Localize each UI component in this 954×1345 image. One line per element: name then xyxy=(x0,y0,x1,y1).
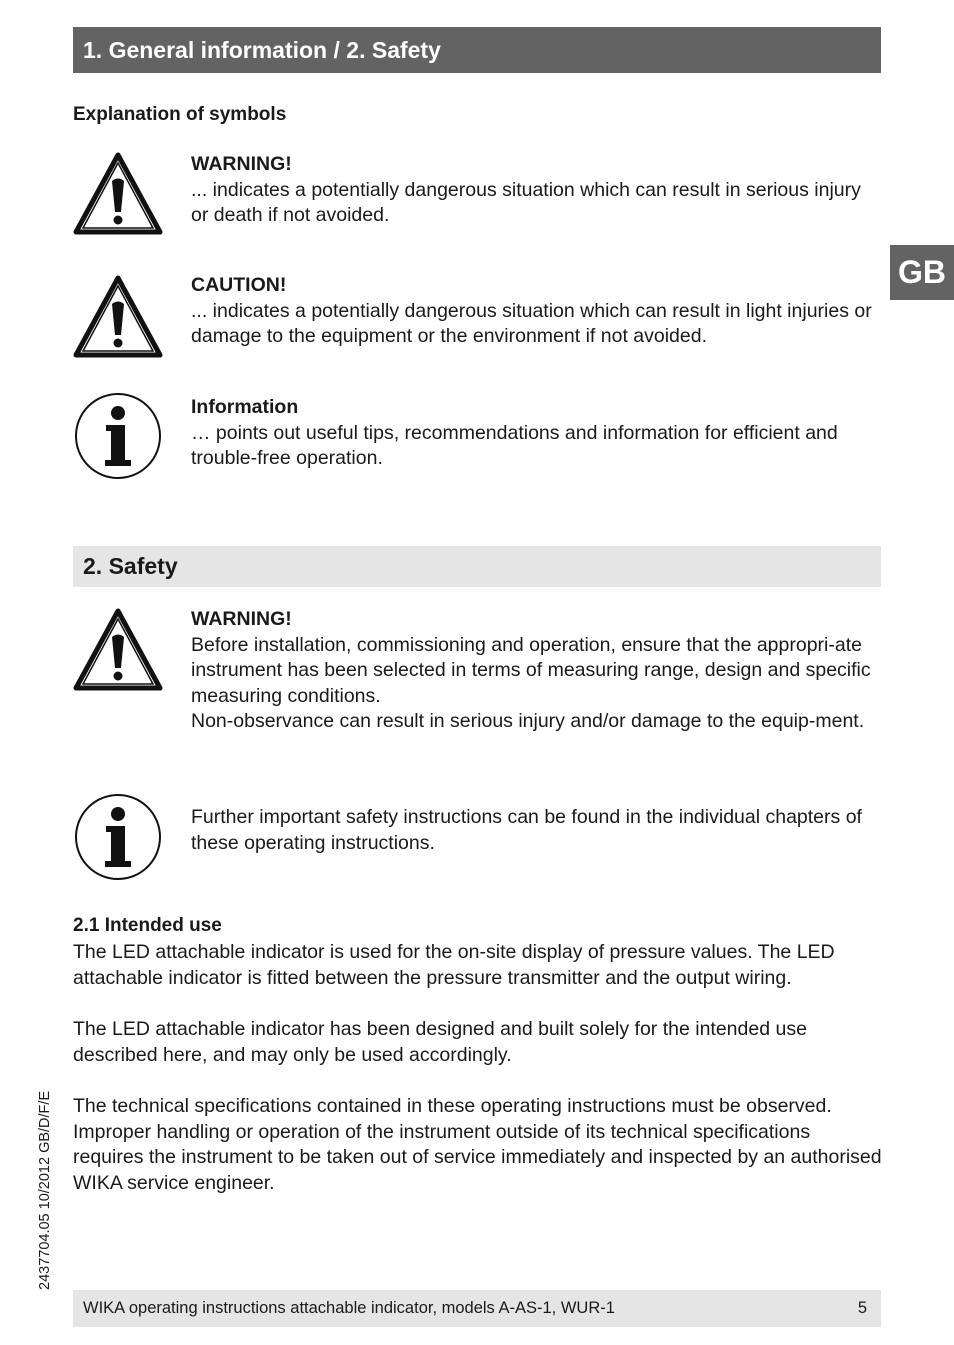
safety-warning-text: Before installation, commissioning and operation, ensure that the appropri-ate instrument has been selected in terms of measuring range, design and specific measuring conditions. xyxy=(191,633,871,707)
intended-use-heading: 2.1 Intended use xyxy=(73,915,222,936)
caution-title: CAUTION! xyxy=(191,274,287,296)
intended-use-paragraph: The LED attachable indicator has been designed and built solely for the intended use described here, and may only be used accordingly. xyxy=(73,1018,807,1066)
warning-triangle-icon xyxy=(73,150,163,240)
page-header-bar xyxy=(73,27,881,73)
safety-info xyxy=(191,805,881,856)
information-icon xyxy=(73,792,163,882)
safety-section-bar xyxy=(73,546,881,587)
caution-text: ... indicates a potentially dangerous situation which can result in light injuries or damage to the equipment or the environment if not avoided. xyxy=(191,299,872,348)
warning-text: ... indicates a potentially dangerous situation which can result in serious injury or death if not avoided. xyxy=(191,178,861,227)
intended-use-paragraph: The LED attachable indicator is used for the on-site display of pressure values. The LED attachable indicator is fitted between the pressure transmitter and the output wiring. xyxy=(73,941,835,989)
explanation-heading: Explanation of symbols xyxy=(73,104,287,125)
page-number: 5 xyxy=(857,1299,867,1317)
caution-explanation xyxy=(191,273,881,350)
warning-triangle-icon xyxy=(73,606,163,696)
footer-text: WIKA operating instructions attachable indicator, models A-AS-1, WUR-1 xyxy=(83,1299,615,1317)
page-header-title: 1. General information / 2. Safety xyxy=(83,37,441,63)
safety-heading: 2. Safety xyxy=(83,553,178,579)
safety-info-text: Further important safety instructions can be found in the individual chapters of these operating instructions. xyxy=(191,806,862,854)
information-icon xyxy=(73,391,163,481)
information-title: Information xyxy=(191,396,299,418)
safety-warning-consequence: Non-observance can result in serious injury and/or damage to the equip-ment. xyxy=(191,710,865,733)
intended-use-paragraph: The technical specifications contained in these operating instructions must be observed. Improper handling or operation of the instrument outside of its technical specifications requires the instrument to be taken out of service immediately and inspected by an authorised WIKA service engineer. xyxy=(73,1095,882,1194)
warning-triangle-icon xyxy=(73,273,163,363)
information-explanation xyxy=(191,395,881,472)
safety-warning xyxy=(191,607,881,735)
safety-warning-title: WARNING! xyxy=(191,608,292,630)
language-tab: GB xyxy=(890,245,954,300)
page-footer xyxy=(73,1290,881,1327)
document-code: 2437704.05 10/2012 GB/D/F/E xyxy=(37,1090,53,1290)
warning-title: WARNING! xyxy=(191,153,292,175)
information-text: … points out useful tips, recommendations and information for efficient and trouble-free operation. xyxy=(191,421,838,470)
warning-explanation xyxy=(191,152,881,229)
